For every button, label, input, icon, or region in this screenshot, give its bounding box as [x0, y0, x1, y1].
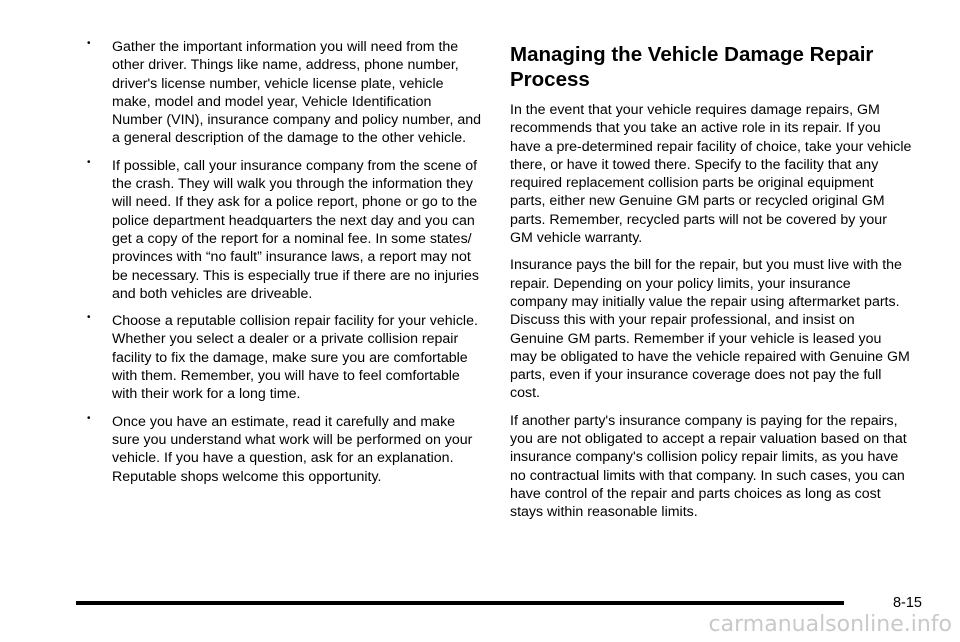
bullet-icon: •	[87, 38, 91, 49]
left-column	[87, 38, 485, 495]
bullet-text: Gather the important information you will need from the other driver. Things like name, address, phone number, driver's license number, vehicle license plate, vehicle make, model and model year, Vehicle Identification Number (VIN), insurance company and policy number, and a general description of the damage to the other vehicle.	[112, 39, 482, 147]
list-item	[87, 312, 485, 403]
bullet-icon: •	[87, 312, 91, 324]
list-item	[87, 413, 485, 486]
paragraph: In the event that your vehicle requires damage repairs, GM recommends that you take an active role in its repair. If you have a pre-determined repair facility of choice, take your vehicle there, or have it towed there. Specify to the facility that any required replacement collision parts be original equipment parts, either new Genuine GM parts or recycled original GM parts. Remember, recycled parts will not be covered by your GM vehicle warranty.	[510, 102, 912, 247]
bullet-text: Choose a reputable collision repair facility for your vehicle. Whether you select a dealer or a private collision repair facility to fix the damage, make sure you are comfortable with them. Remember, you will have to feel comfortable with their work for a long time.	[112, 313, 478, 403]
page-number: 8-15	[892, 595, 922, 611]
bullet-text: If possible, call your insurance company from the scene of the crash. They will walk you through the information they will need. If they ask for a police report, phone or go to the police department headquarters the next day and you can get a copy of the report for a nominal fee. In some states/ provinces with “no fault” insurance laws, a report may not be necessary. This is especially true if there are no injuries and both vehicles are driveable.	[112, 157, 479, 302]
bullet-list	[87, 38, 485, 486]
paragraph: If another party's insurance company is paying for the repairs, you are not obligated to accept a repair valuation based on that insurance company's collision policy repair limits, as you have no contractual limits with that company. In such cases, you can have control of the repair and parts choices as long as cost stays within reasonable limits.	[510, 412, 907, 521]
bullet-icon: •	[87, 156, 91, 168]
right-column	[510, 42, 912, 531]
bullet-text: Once you have an estimate, read it carefully and make sure you understand what work will be performed on your vehicle. If you have a question, ask for an explanation. Reputable shops welcome this opportunity.	[112, 413, 473, 485]
paragraph: Insurance pays the bill for the repair, but you must live with the repair. Depending on your policy limits, your insurance company may initially value the repair using aftermarket parts. Discuss this with your repair professional, and insist on Genuine GM parts. Remember if your vehicle is leased you may be obligated to have the vehicle repaired with Genuine GM parts, even if your insurance coverage does not pay the full cost.	[510, 257, 910, 402]
list-item	[87, 157, 485, 303]
footer-rule	[76, 601, 844, 605]
watermark: carmanualsonline.info	[708, 612, 952, 637]
section-heading: Managing the Vehicle Damage Repair Process	[510, 43, 874, 91]
list-item	[87, 38, 485, 148]
bullet-icon: •	[87, 412, 91, 424]
